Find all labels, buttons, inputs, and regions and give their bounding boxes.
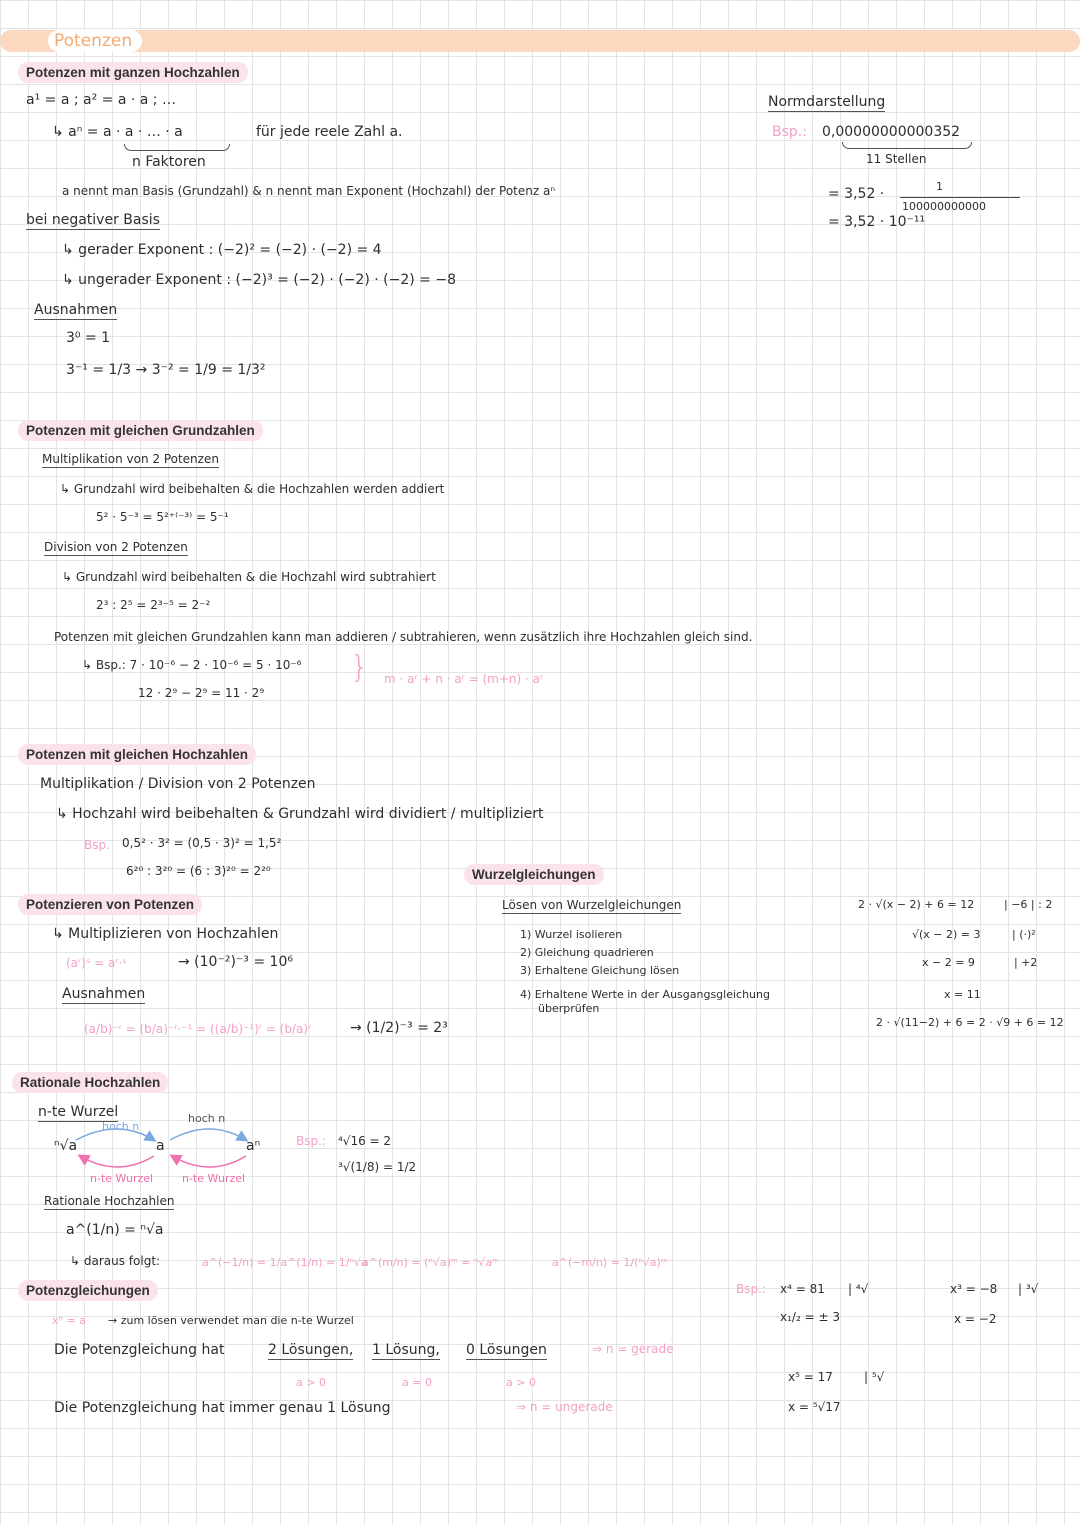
norm-value: 0,00000000000352: [822, 124, 961, 140]
wurzel-row-5: 2 · √(11−2) + 6 = 2 · √9 + 6 = 12: [876, 1016, 1064, 1029]
norm-title: Normdarstellung: [768, 94, 886, 110]
wurzel-loesen-heading: Lösen von Wurzelgleichungen: [502, 898, 682, 912]
section-ganze-hochzahlen: Potenzen mit ganzen Hochzahlen: [18, 62, 248, 83]
arrow-nte-wurzel-2: [172, 1156, 246, 1167]
potenzgl-ex-5: x⁵ = 17: [788, 1370, 833, 1384]
potenzieren-example-2: → (1/2)⁻³ = 2³: [350, 1020, 448, 1036]
grund-div-example: 2³ : 2⁵ = 2³⁻⁵ = 2⁻²: [96, 598, 211, 612]
wurzel-row-1: 2 · √(x − 2) + 6 = 12: [858, 898, 975, 911]
section-potenzgleichungen: Potenzgleichungen: [18, 1280, 158, 1301]
norm-frac-den: 100000000000: [902, 200, 986, 213]
ausnahme-1: 3⁰ = 1: [66, 330, 111, 346]
rational-definition: a^(1/n) = ⁿ√a: [66, 1222, 164, 1238]
grund-mult-heading: Multiplikation von 2 Potenzen: [42, 452, 219, 466]
wurzel-row-4: x = 11: [944, 988, 981, 1001]
hoch-example-1: 0,5² · 3² = (0,5 · 3)² = 1,5²: [122, 836, 282, 850]
potenzgl-ex-1-op: | ⁴√: [848, 1282, 869, 1296]
section-gleiche-grundzahlen: Potenzen mit gleichen Grundzahlen: [18, 420, 263, 441]
wurzel-step-4a: 4) Erhaltene Werte in der Ausgangsgleichung: [520, 988, 770, 1001]
wurzel-step-3: 3) Erhaltene Gleichung lösen: [520, 964, 680, 977]
rational-folgt: ↳ daraus folgt:: [70, 1254, 161, 1268]
ganze-line-2-note: für jede reele Zahl a.: [256, 124, 403, 140]
curly-brace: }: [350, 650, 370, 685]
potenzgl-ex-5-op: | ⁵√: [864, 1370, 885, 1384]
potenzgl-n-ungerade: ⇒ n = ungerade: [516, 1400, 613, 1414]
ganze-brace-label: n Faktoren: [132, 154, 206, 170]
page-title: Potenzen: [54, 31, 133, 51]
rational-example-2: ³√(1/8) = 1/2: [338, 1160, 417, 1174]
potenzgl-line-2: Die Potenzgleichung hat immer genau 1 Lösung: [54, 1400, 391, 1416]
rational-pink-3: a^(−m/n) = 1/(ⁿ√a)ᵐ: [552, 1256, 668, 1269]
rational-pink-2: a^(m/n) = (ⁿ√a)ᵐ = ⁿ√aᵐ: [362, 1256, 499, 1269]
potenzgl-ex-3-op: | ³√: [1018, 1282, 1039, 1296]
potenzgl-ex-3: x³ = −8: [950, 1282, 998, 1296]
section-gleiche-hochzahlen: Potenzen mit gleichen Hochzahlen: [18, 744, 256, 765]
potenzgl-1-loesung: 1 Lösung,: [372, 1342, 440, 1358]
grund-add-example-2: 12 · 2⁹ − 2⁹ = 11 · 2⁹: [138, 686, 265, 700]
potenzgl-ex-1: x⁴ = 81: [780, 1282, 825, 1296]
wurzel-row-2: √(x − 2) = 3: [912, 928, 981, 941]
ganze-line-2: ↳ aⁿ = a · a · … · a: [52, 124, 183, 140]
potenzgl-line-1: Die Potenzgleichung hat: [54, 1342, 225, 1358]
neg-basis-heading: bei negativer Basis: [26, 212, 160, 228]
hoch-n-label-2: hoch n: [188, 1112, 226, 1125]
arrow-nte-wurzel-1: [80, 1156, 154, 1167]
root-a: ⁿ√a: [54, 1138, 78, 1154]
norm-frac-num: 1: [936, 180, 943, 193]
nte-wurzel-heading: n-te Wurzel: [38, 1104, 119, 1120]
wurzel-step-1: 1) Wurzel isolieren: [520, 928, 623, 941]
hoch-bsp: Bsp.: [84, 838, 110, 852]
potenzgl-2-loesungen: 2 Lösungen,: [268, 1342, 354, 1358]
potenzgl-zum: → zum lösen verwendet man die n-te Wurzel: [108, 1314, 354, 1327]
grund-div-rule: ↳ Grundzahl wird beibehalten & die Hochzahl wird subtrahiert: [62, 570, 436, 584]
potenzgl-ex-6: x = ⁵√17: [788, 1400, 841, 1414]
grund-mult-rule: ↳ Grundzahl wird beibehalten & die Hochzahlen werden addiert: [60, 482, 445, 496]
wurzel-row-2-op: | (·)²: [1012, 928, 1036, 941]
rational-subheading: Rationale Hochzahlen: [44, 1194, 175, 1208]
wurzel-step-2: 2) Gleichung quadrieren: [520, 946, 654, 959]
potenzgl-ex-2: x₁/₂ = ± 3: [780, 1310, 840, 1324]
nte-wurzel-label-1: n-te Wurzel: [90, 1172, 154, 1185]
base-a: a: [156, 1138, 165, 1154]
arrow-hoch-n-2: [170, 1129, 246, 1140]
grund-div-heading: Division von 2 Potenzen: [44, 540, 188, 554]
wurzel-row-1-op: | −6 | : 2: [1004, 898, 1053, 911]
potenzgl-pink-eq: xⁿ = a: [52, 1314, 86, 1327]
section-rationale-hochzahlen: Rationale Hochzahlen: [12, 1072, 168, 1093]
ausnahmen-heading-1: Ausnahmen: [34, 302, 118, 318]
hoch-rule: ↳ Hochzahl wird beibehalten & Grundzahl wird dividiert / multipliziert: [56, 806, 544, 822]
potenzieren-example: → (10⁻²)⁻³ = 10⁶: [178, 954, 293, 970]
section-potenzieren: Potenzieren von Potenzen: [18, 894, 202, 915]
potenzieren-rule: ↳ Multiplizieren von Hochzahlen: [52, 926, 279, 942]
norm-line-1: = 3,52 ·: [828, 186, 885, 202]
ausnahmen-heading-2: Ausnahmen: [62, 986, 146, 1002]
grund-add-example-1: ↳ Bsp.: 7 · 10⁻⁶ − 2 · 10⁻⁶ = 5 · 10⁻⁶: [82, 658, 302, 672]
wurzel-row-3-op: | +2: [1014, 956, 1038, 969]
potenzgl-cond-0: a > 0: [506, 1376, 536, 1389]
grund-add-formula: m · aʳ + n · aʳ = (m+n) · aʳ: [384, 672, 544, 686]
potenzieren-pink-rule: (aʳ)ˢ = aʳ·ˢ: [66, 956, 127, 970]
wurzel-row-3: x − 2 = 9: [922, 956, 975, 969]
norm-line-2: = 3,52 · 10⁻¹¹: [828, 214, 926, 230]
potenzgl-cond-2: a > 0: [296, 1376, 326, 1389]
grund-mult-example: 5² · 5⁻³ = 5²⁺⁽⁻³⁾ = 5⁻¹: [96, 510, 229, 524]
gerader-exponent: ↳ gerader Exponent : (−2)² = (−2) · (−2) = 4: [62, 242, 382, 258]
ganze-line-3: a nennt man Basis (Grundzahl) & n nennt man Exponent (Hochzahl) der Potenz aⁿ: [62, 184, 556, 198]
norm-bsp: Bsp.:: [772, 124, 807, 140]
ausnahme-2: 3⁻¹ = 1/3 → 3⁻² = 1/9 = 1/3²: [66, 362, 266, 378]
hoch-heading: Multiplikation / Division von 2 Potenzen: [40, 776, 316, 792]
potenzgl-n-gerade: ⇒ n = gerade: [592, 1342, 674, 1356]
rational-pink-1: a^(−1/n) = 1/a^(1/n) = 1/ⁿ√a: [202, 1256, 368, 1269]
potenzgl-cond-1: a = 0: [402, 1376, 432, 1389]
rational-example-1: ⁴√16 = 2: [338, 1134, 392, 1148]
potenzgl-0-loesungen: 0 Lösungen: [466, 1342, 547, 1358]
grund-add-rule: Potenzen mit gleichen Grundzahlen kann man addieren / subtrahieren, wenn zusätzlich ihre Hochzahlen gleich sind.: [54, 630, 753, 644]
potenzgl-bsp: Bsp.:: [736, 1282, 766, 1296]
rational-bsp: Bsp.:: [296, 1134, 326, 1148]
potenzgl-ex-4: x = −2: [954, 1312, 997, 1326]
ganze-line-1: a¹ = a ; a² = a · a ; …: [26, 92, 176, 108]
section-wurzelgleichungen: Wurzelgleichungen: [464, 864, 604, 885]
potenzieren-pink-example: (a/b)⁻ʳ = (b/a)⁻ʳ·⁻¹ = ((a/b)⁻¹)ʳ = (b/a)ʳ: [84, 1022, 312, 1036]
hoch-example-2: 6²⁰ : 3²⁰ = (6 : 3)²⁰ = 2²⁰: [126, 864, 271, 878]
wurzel-step-4b: überprüfen: [538, 1002, 600, 1015]
a-power-n: aⁿ: [246, 1138, 261, 1154]
ungerader-exponent: ↳ ungerader Exponent : (−2)³ = (−2) · (−2) · (−2) = −8: [62, 272, 456, 288]
norm-stellen: 11 Stellen: [866, 152, 927, 166]
nte-wurzel-label-2: n-te Wurzel: [182, 1172, 246, 1185]
hoch-n-label-1: hoch n: [102, 1120, 140, 1133]
